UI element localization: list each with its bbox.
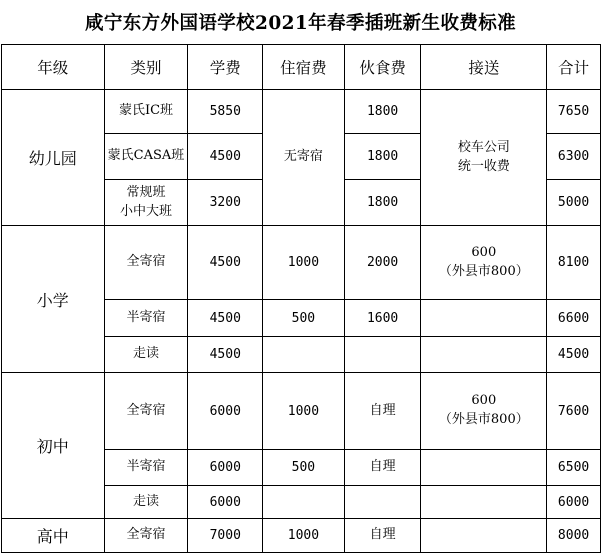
meals-cell (344, 337, 421, 373)
category-cell: 走读 (104, 486, 188, 519)
meals-cell: 自理 (344, 519, 421, 553)
header-row (2, 45, 601, 90)
boarding-cell: 1000 (263, 226, 345, 300)
boarding-cell: 1000 (263, 373, 345, 450)
meals-cell: 1800 (344, 180, 421, 226)
boarding-cell (263, 486, 345, 519)
category-cell: 半寄宿 (104, 450, 188, 486)
category-cell: 蒙氏CASA班 (104, 134, 188, 180)
table-row (2, 519, 601, 553)
total-cell: 6600 (547, 300, 601, 337)
tuition-cell: 6000 (188, 486, 263, 519)
page-title: 咸宁东方外国语学校2021年春季插班新生收费标准 (84, 13, 517, 34)
tuition-cell: 4500 (188, 226, 263, 300)
transport-line: （外县市800） (438, 412, 529, 427)
boarding-cell: 500 (263, 450, 345, 486)
meals-cell: 自理 (344, 373, 421, 450)
boarding-cell: 1000 (263, 519, 345, 553)
total-cell: 8100 (547, 226, 601, 300)
meals-cell: 2000 (344, 226, 421, 300)
total-cell: 7650 (547, 90, 601, 134)
header-category: 类别 (104, 45, 188, 90)
total-cell: 7600 (547, 373, 601, 450)
tuition-cell: 6000 (188, 373, 263, 450)
meals-cell (344, 486, 421, 519)
transport-cell (421, 337, 547, 373)
category-cell: 全寄宿 (104, 226, 188, 300)
meals-cell: 1800 (344, 134, 421, 180)
transport-line: 校车公司 (457, 139, 510, 155)
header-transport: 接送 (421, 45, 547, 90)
table-row (2, 373, 601, 450)
transport-cell (421, 519, 547, 553)
tuition-cell: 6000 (188, 450, 263, 486)
category-line: 小中大班 (119, 203, 172, 219)
category-cell: 走读 (104, 337, 188, 373)
tuition-cell: 4500 (188, 300, 263, 337)
header-tuition: 学费 (188, 45, 263, 90)
transport-cell (421, 486, 547, 519)
total-cell: 6300 (547, 134, 601, 180)
total-cell: 6500 (547, 450, 601, 486)
header-total: 合计 (547, 45, 601, 90)
transport-line: 600 (471, 393, 497, 409)
category-cell: 全寄宿 (104, 373, 188, 450)
transport-cell (421, 90, 547, 226)
meals-cell: 自理 (344, 450, 421, 486)
header-boarding: 住宿费 (263, 45, 345, 90)
transport-cell (421, 450, 547, 486)
boarding-cell: 500 (263, 300, 345, 337)
grade-senior: 高中 (2, 519, 105, 553)
tuition-cell: 5850 (188, 90, 263, 134)
transport-line: 600 (471, 244, 497, 260)
category-cell: 半寄宿 (104, 300, 188, 337)
header-meals: 伙食费 (344, 45, 421, 90)
tuition-cell: 7000 (188, 519, 263, 553)
category-line: 常规班 (126, 184, 166, 200)
grade-junior: 初中 (2, 373, 105, 519)
boarding-cell (263, 337, 345, 373)
boarding-cell: 无寄宿 (263, 90, 345, 226)
table-row (2, 226, 601, 300)
category-cell: 蒙氏IC班 (104, 90, 188, 134)
table-row (2, 90, 601, 134)
tuition-cell: 3200 (188, 180, 263, 226)
total-cell: 6000 (547, 486, 601, 519)
transport-cell (421, 226, 547, 300)
header-grade: 年级 (2, 45, 105, 90)
grade-primary: 小学 (2, 226, 105, 373)
grade-kindergarten: 幼儿园 (2, 90, 105, 226)
transport-line: （外县市800） (438, 263, 529, 279)
meals-cell: 1600 (344, 300, 421, 337)
tuition-cell: 4500 (188, 134, 263, 180)
meals-cell: 1800 (344, 90, 421, 134)
fee-table (1, 44, 601, 553)
tuition-cell: 4500 (188, 337, 263, 373)
total-cell: 8000 (547, 519, 601, 553)
transport-line: 统一收费 (457, 158, 510, 174)
transport-cell (421, 373, 547, 450)
category-cell (104, 180, 188, 226)
total-cell: 4500 (547, 337, 601, 373)
transport-cell (421, 300, 547, 337)
category-cell: 全寄宿 (104, 519, 188, 553)
total-cell: 5000 (547, 180, 601, 226)
